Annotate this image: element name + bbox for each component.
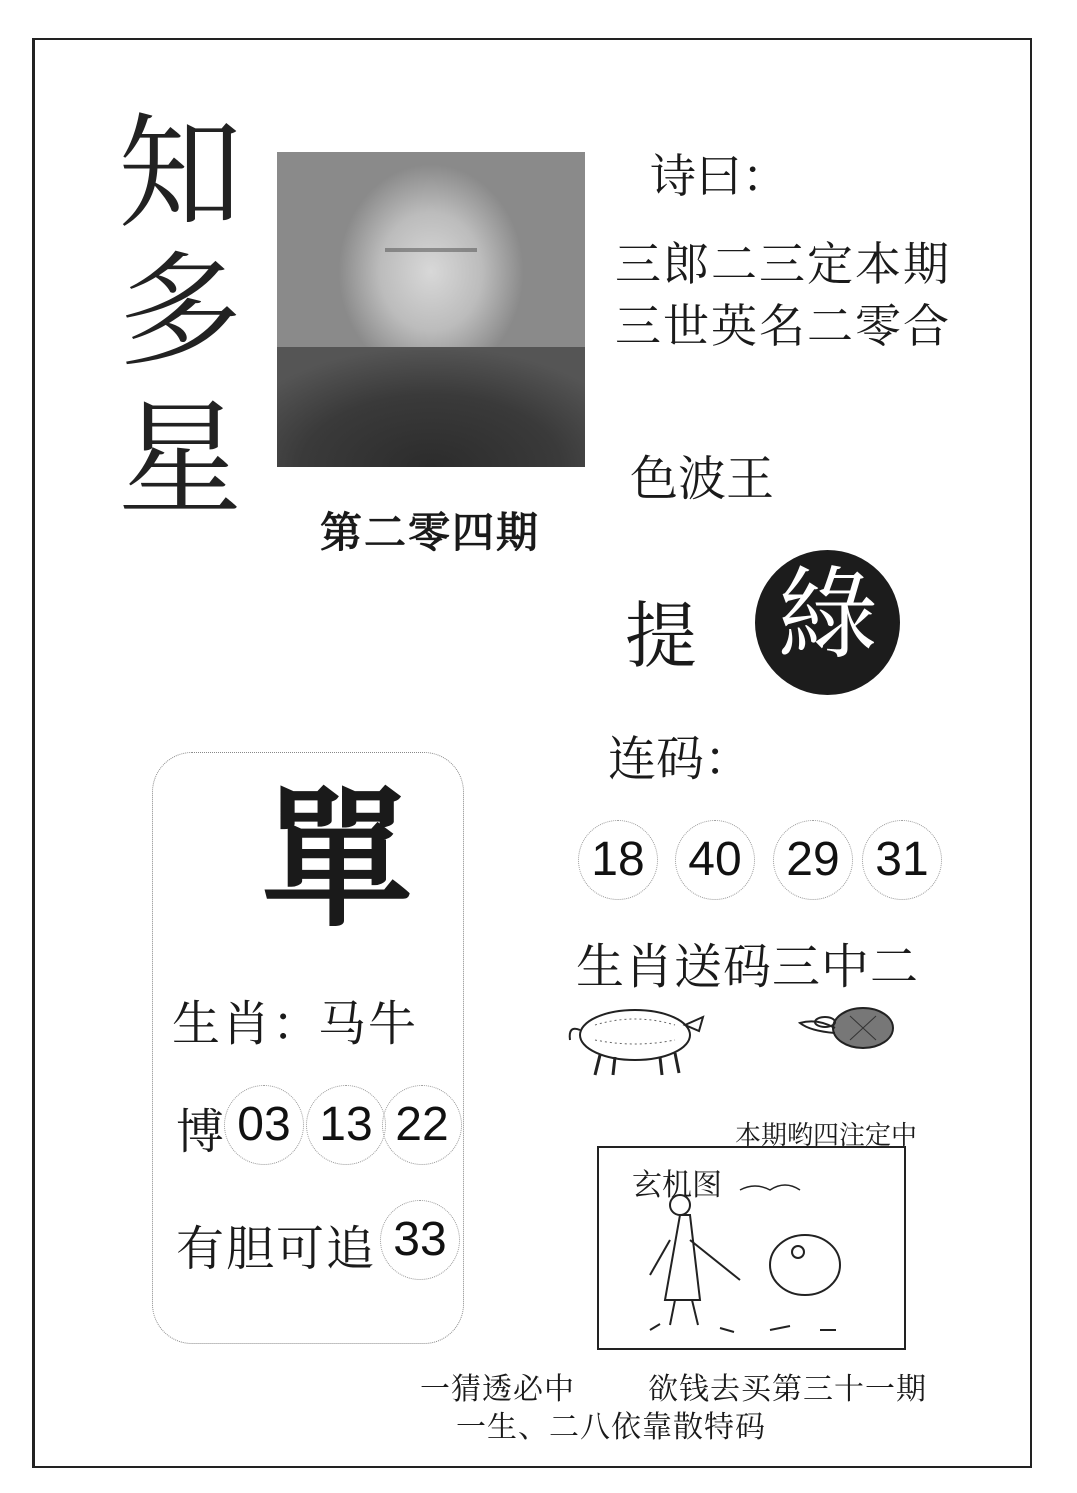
portrait-photo — [277, 152, 585, 467]
poem-line-2: 三世英名二零合 — [615, 299, 951, 353]
bottom-line-1-left: 一猜透必中 — [420, 1372, 575, 1407]
poem-heading: 诗曰： — [650, 149, 788, 203]
tip-label: 提 — [625, 594, 698, 678]
lianma-number: 40 — [675, 820, 755, 900]
lianma-label: 连码： — [608, 731, 753, 787]
title-char-3: 星 — [118, 388, 243, 532]
color-char: 綠 — [777, 556, 878, 673]
title-char-2: 多 — [118, 240, 243, 384]
title-char-1: 知 — [118, 102, 243, 246]
lianma-number: 18 — [578, 820, 658, 900]
chase-label: 有胆可追 — [176, 1221, 377, 1277]
lianma-number: 29 — [773, 820, 853, 900]
turtle-illustration — [795, 998, 900, 1058]
bo-number: 13 — [306, 1085, 386, 1165]
xuanji-illustration — [620, 1180, 880, 1340]
pig-illustration — [565, 995, 710, 1080]
bottom-line-2: 一生、二八依靠散特码 — [456, 1410, 766, 1445]
note-four: 本期哟四注定中 — [735, 1121, 918, 1151]
zodiac-label: 生肖： — [172, 996, 323, 1052]
bottom-line-1-right: 欲钱去买第三十一期 — [648, 1372, 927, 1407]
color-wave-label: 色波王 — [630, 451, 775, 507]
zodiac-promo: 生肖送码三中二 — [576, 939, 920, 995]
poem-line-1: 三郎二三定本期 — [615, 237, 951, 291]
issue-number: 第二零四期 — [320, 508, 541, 557]
bo-number: 22 — [382, 1085, 462, 1165]
bo-number: 03 — [224, 1085, 304, 1165]
zodiac-values: 马牛 — [318, 996, 419, 1052]
bo-label: 博 — [176, 1104, 227, 1160]
chase-number: 33 — [380, 1200, 460, 1280]
xuanji-title: 玄机图 — [632, 1168, 722, 1203]
single-char: 單 — [262, 772, 413, 948]
lianma-number: 31 — [862, 820, 942, 900]
